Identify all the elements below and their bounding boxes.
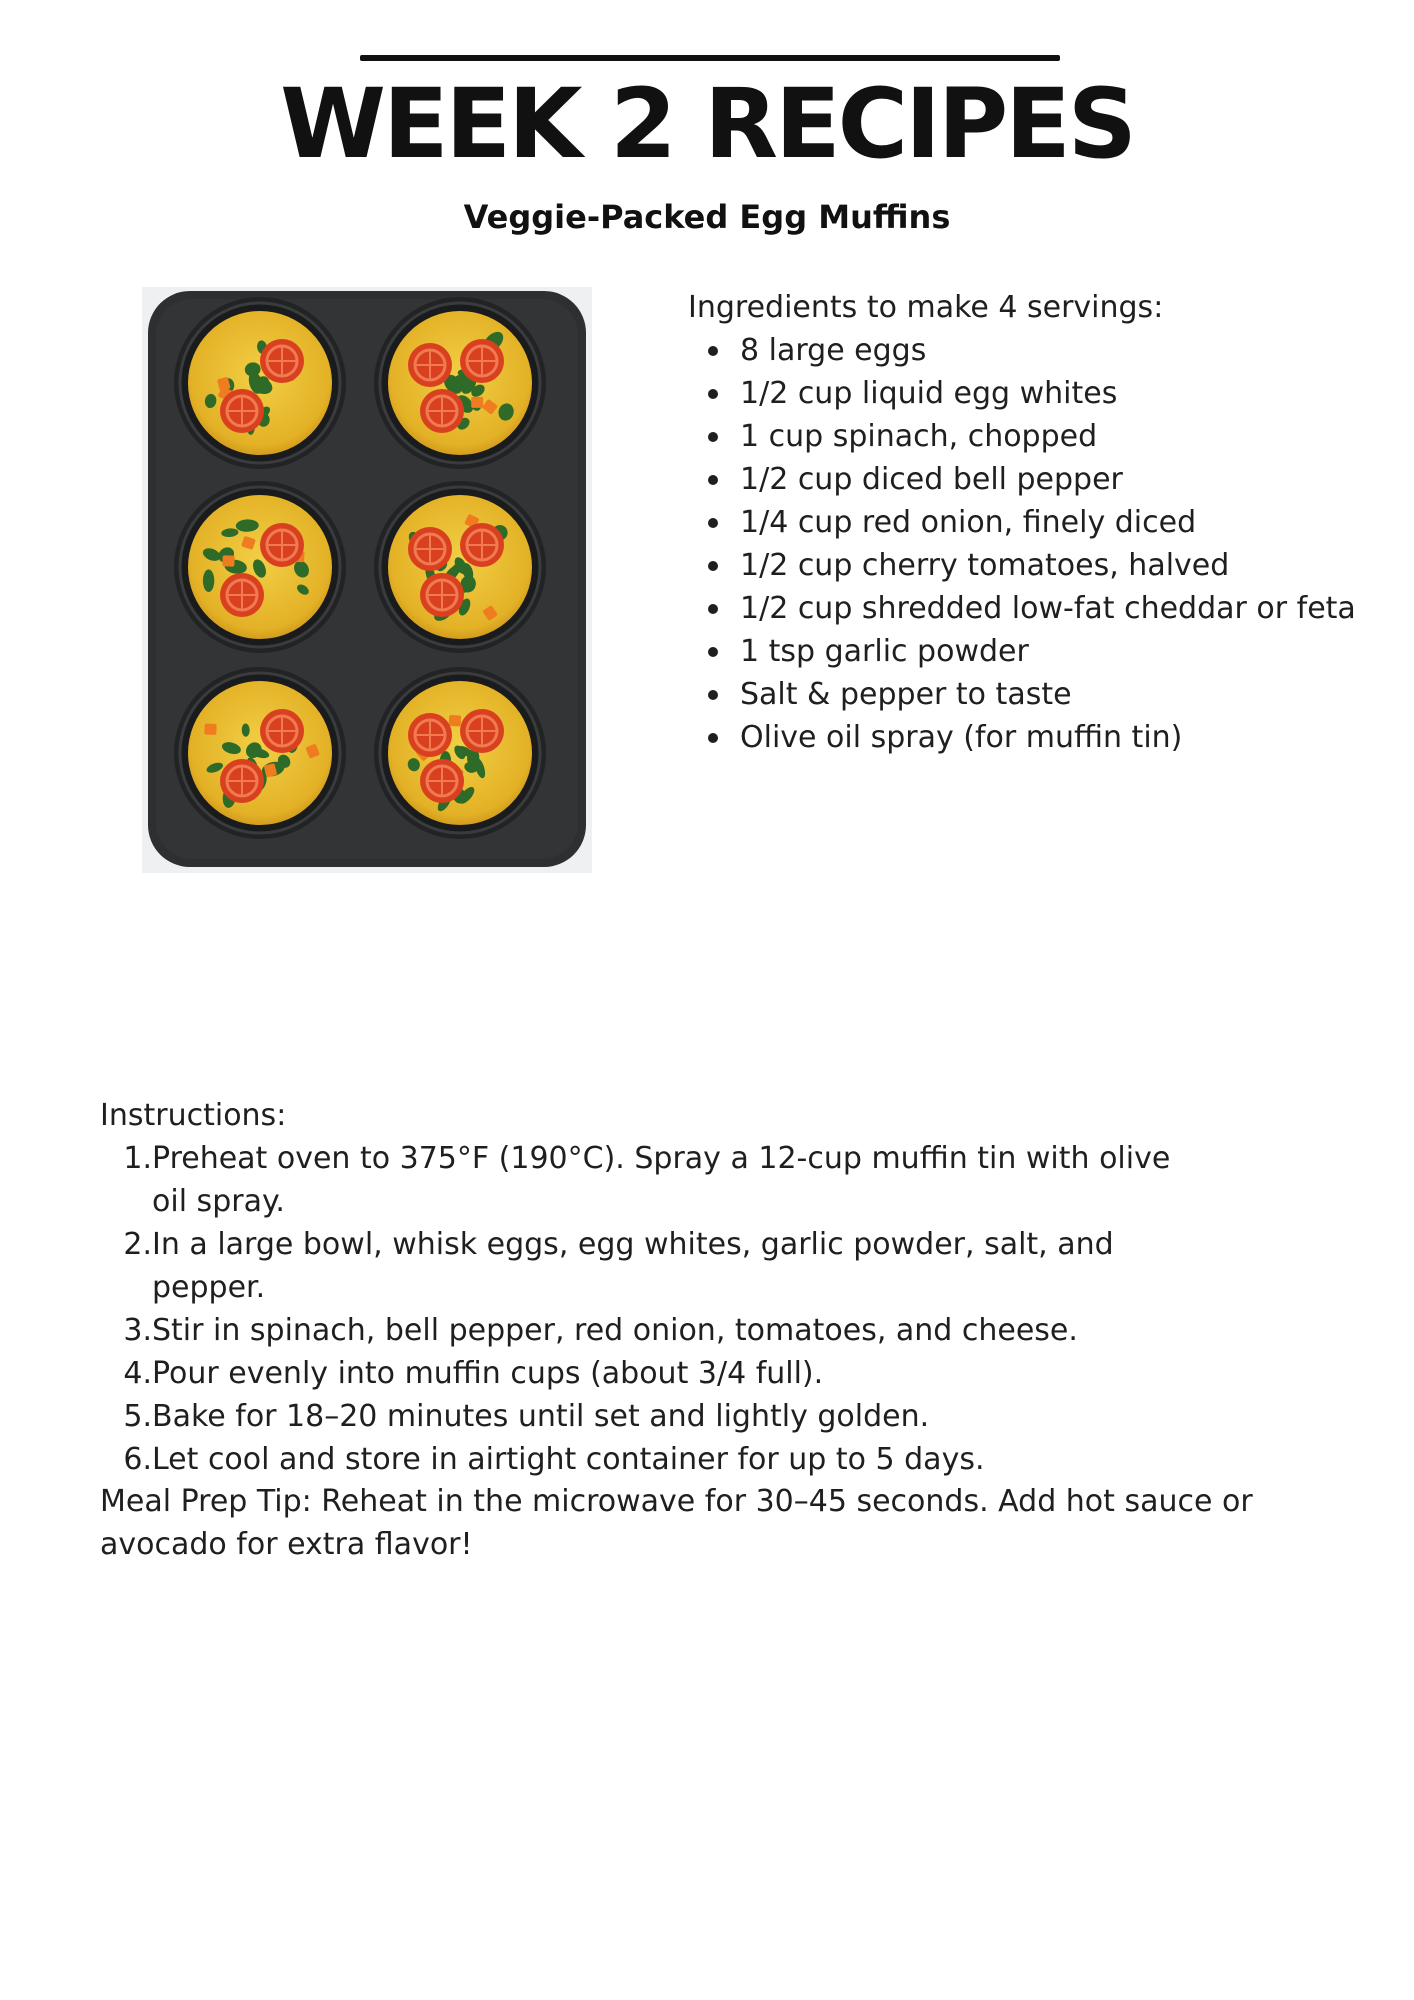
ingredient-text: Salt & pepper to taste (740, 677, 1072, 712)
title-rule (360, 55, 1060, 61)
muffin-cup (374, 481, 546, 653)
ingredient-text: 1/4 cup red onion, finely diced (740, 505, 1197, 540)
instructions-list (100, 1137, 1300, 1481)
bullet-icon (708, 561, 718, 571)
ingredients-section (688, 286, 1388, 759)
step-number: 4. (123, 1356, 152, 1391)
instructions-heading: Instructions: (100, 1098, 287, 1133)
ingredient-text: 8 large eggs (740, 333, 927, 368)
step-text: Bake for 18–20 minutes until set and lightly golden. (152, 1399, 930, 1434)
ingredients-heading: Ingredients to make 4 servings: (688, 290, 1164, 325)
ingredients-list (688, 329, 1388, 759)
ingredient-text: 1/2 cup diced bell pepper (740, 462, 1123, 497)
ingredient-text: 1/2 cup cherry tomatoes, halved (740, 548, 1230, 583)
ingredient-item (688, 329, 1388, 372)
muffin-cup (174, 667, 346, 839)
bullet-icon (708, 432, 718, 442)
ingredient-item (688, 587, 1388, 630)
bullet-icon (708, 647, 718, 657)
bullet-icon (708, 733, 718, 743)
bullet-icon (708, 518, 718, 528)
ingredient-item (688, 458, 1388, 501)
instructions-section (100, 1094, 1300, 1481)
step-number: 1. (123, 1141, 152, 1176)
step-text: Preheat oven to 375°F (190°C). Spray a 12-cup muffin tin with olive oil spray. (152, 1141, 1171, 1219)
ingredient-item (688, 501, 1388, 544)
muffin-cup (174, 297, 346, 469)
muffin-cup (374, 667, 546, 839)
muffin-cup (174, 481, 346, 653)
instruction-step (100, 1438, 1300, 1481)
muffin-tray-illustration (142, 287, 592, 873)
ingredient-item (688, 716, 1388, 759)
ingredient-item (688, 415, 1388, 458)
ingredient-text: 1/2 cup liquid egg whites (740, 376, 1118, 411)
ingredient-item (688, 544, 1388, 587)
ingredient-item (688, 630, 1388, 673)
bullet-icon (708, 346, 718, 356)
bullet-icon (708, 690, 718, 700)
bullet-icon (708, 604, 718, 614)
instruction-step (100, 1395, 1300, 1438)
ingredient-text: 1 tsp garlic powder (740, 634, 1029, 669)
step-number: 5. (123, 1399, 152, 1434)
instruction-step (100, 1137, 1300, 1223)
ingredient-item (688, 372, 1388, 415)
muffin-cup (374, 297, 546, 469)
bullet-icon (708, 389, 718, 399)
ingredient-text: 1/2 cup shredded low-fat cheddar or feta (740, 591, 1356, 626)
step-text: In a large bowl, whisk eggs, egg whites, garlic powder, salt, and pepper. (152, 1227, 1114, 1305)
page-title: WEEK 2 RECIPES (280, 68, 1134, 180)
instruction-step (100, 1352, 1300, 1395)
instruction-step (100, 1309, 1300, 1352)
step-text: Stir in spinach, bell pepper, red onion, tomatoes, and cheese. (152, 1313, 1078, 1348)
egg-muffin-photo (142, 287, 592, 873)
step-number: 3. (123, 1313, 152, 1348)
step-text: Let cool and store in airtight container for up to 5 days. (152, 1442, 985, 1477)
ingredient-text: Olive oil spray (for muffin tin) (740, 720, 1183, 755)
step-number: 2. (123, 1227, 152, 1262)
instruction-step (100, 1223, 1300, 1309)
step-number: 6. (123, 1442, 152, 1477)
ingredient-item (688, 673, 1388, 716)
recipe-title: Veggie-Packed Egg Muffins (463, 198, 951, 236)
bullet-icon (708, 475, 718, 485)
ingredient-text: 1 cup spinach, chopped (740, 419, 1098, 454)
meal-prep-tip: Meal Prep Tip: Reheat in the microwave for 30–45 seconds. Add hot sauce or avocado for extra flavor! (100, 1484, 1253, 1562)
step-text: Pour evenly into muffin cups (about 3/4 full). (152, 1356, 824, 1391)
